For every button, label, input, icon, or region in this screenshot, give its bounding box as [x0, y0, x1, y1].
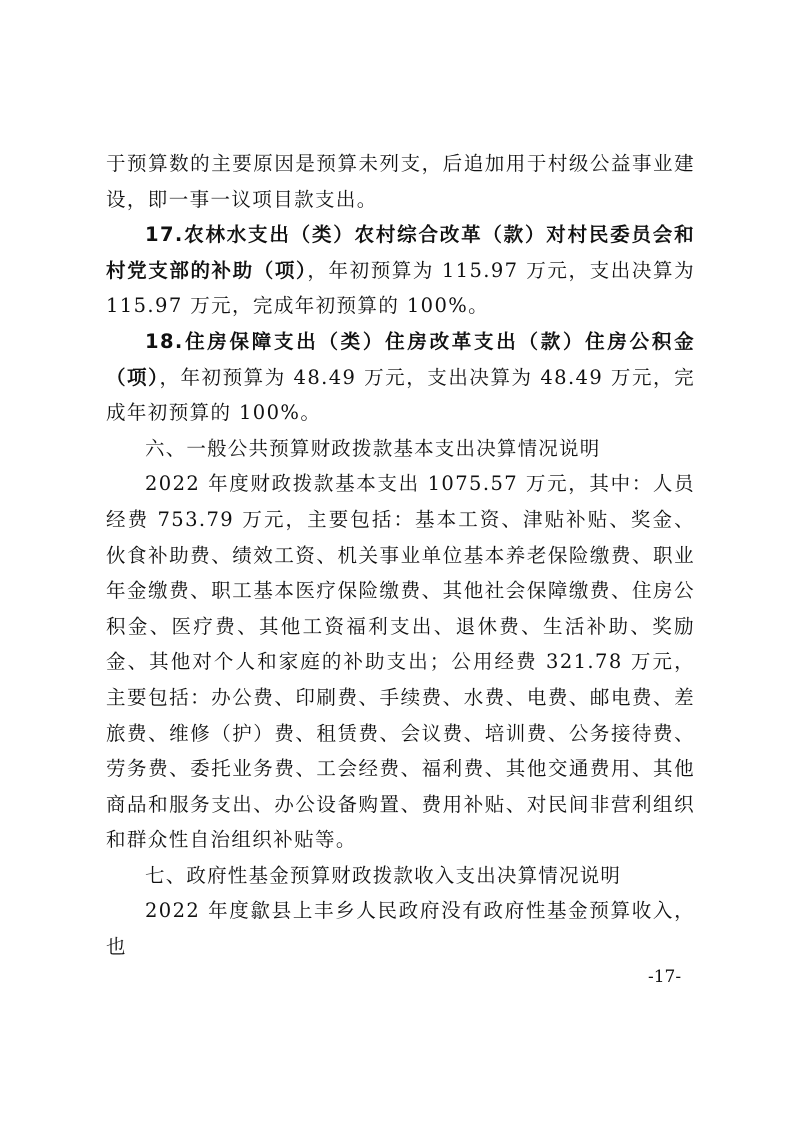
document-body [106, 146, 695, 965]
item-18-title: 18.住房保障支出（类）住房改革支出（款）住房公积金（项） [106, 329, 695, 389]
section-6-heading: 六、一般公共预算财政拨款基本支出决算情况说明 [145, 436, 601, 460]
paragraph-text: 于预算数的主要原因是预算未列支，后追加用于村级公益事业建设，即一事一议项目款支出。 [106, 152, 695, 211]
section-7-paragraph: 2022 年度歙县上丰乡人民政府没有政府性基金预算收入，也 [106, 899, 695, 959]
paragraph-item-17 [106, 217, 695, 324]
paragraph-continuation [106, 146, 695, 217]
item-17-text: ，年初预算为 115.97 万元，支出决算为 115.97 万元，完成年初预算的 100%。 [106, 258, 695, 318]
paragraph-item-18 [106, 324, 695, 431]
item-18-text: ，年初预算为 48.49 万元，支出决算为 48.49 万元，完成年初预算的 100%。 [106, 365, 696, 425]
section-7-heading: 七、政府性基金预算财政拨款收入支出决算情况说明 [145, 863, 622, 887]
page-number: -17- [648, 967, 682, 987]
section-6-paragraph: 2022 年度财政拨款基本支出 1075.57 万元，其中：人员经费 753.79 万元，主要包括：基本工资、津贴补贴、奖金、伙食补助费、绩效工资、机关事业单位基本养老保险缴费、职业年金缴费、职工基本医疗保险缴费、其他社会保障缴费、住房公积金、医疗费、其他工资福利支出、退休费、生活补助、奖励金、其他对个人和家庭的补助支出；公用经费 321.78 万元，主要包括：办公费、印刷费、手续费、水费、电费、邮电费、差旅费、维修（护）费、租赁费、会议费、培训费、公务接待费、劳务费、委托业务费、工会经费、福利费、其他交通费用、其他商品和服务支出、办公设备购置、费用补贴、对民间非营利组织和群众性自治组织补贴等。 [106, 472, 695, 852]
item-17-title: 17.农林水支出（类）农村综合改革（款）对村民委员会和村党支部的补助（项） [106, 223, 695, 282]
